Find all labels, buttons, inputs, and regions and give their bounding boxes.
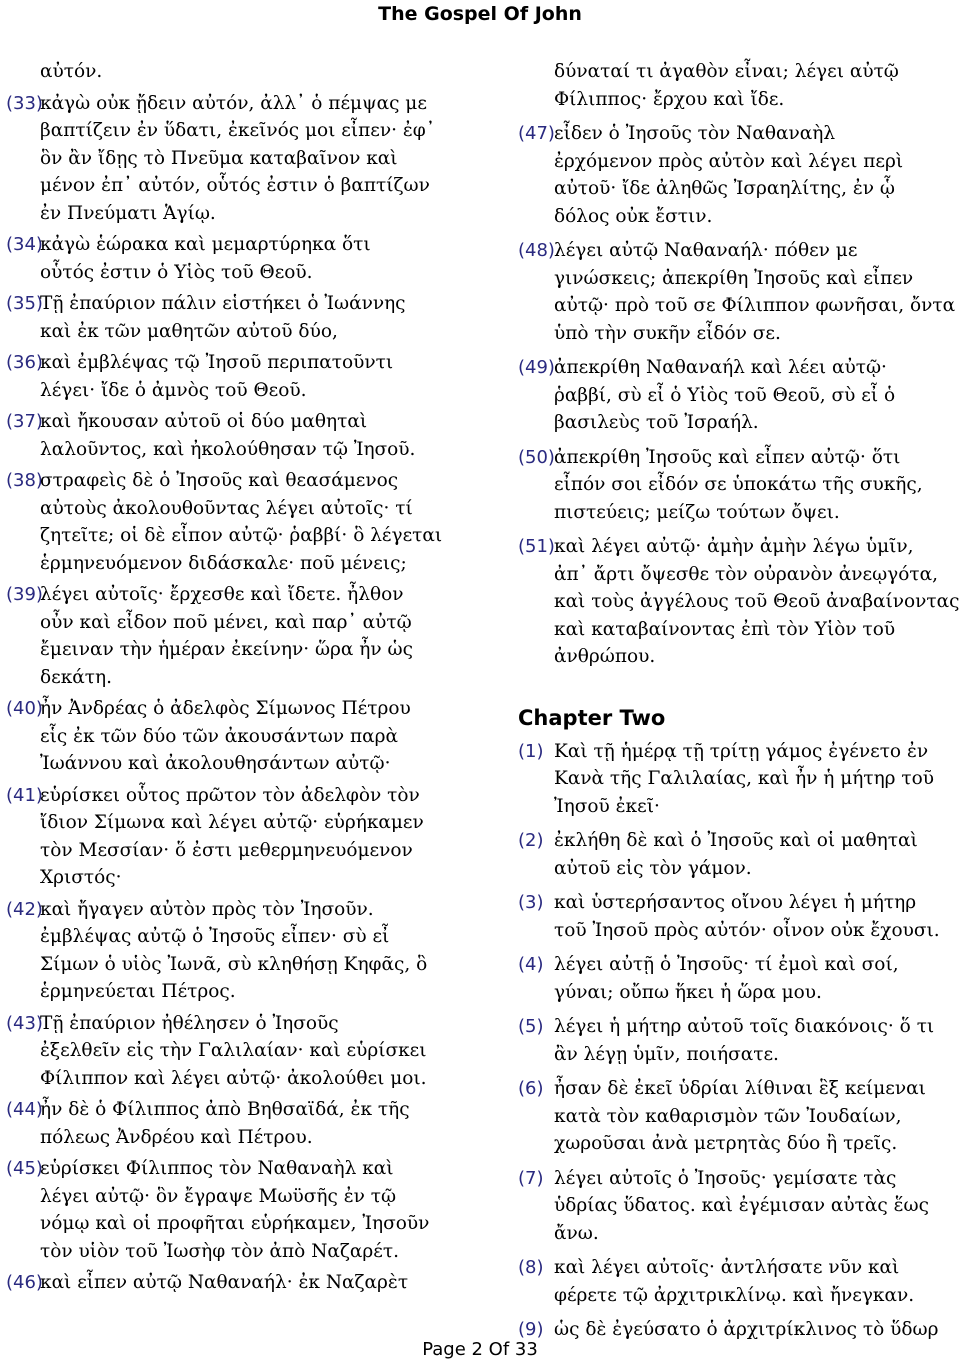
verse-line: γύναι; οὔπω ἥκει ἡ ὥρα μου. [554,981,822,1003]
verse [6,1096,476,1151]
verse-text [40,581,476,691]
verse [6,896,476,1006]
verse-number: (5) [518,1016,544,1037]
verse-text [40,896,476,1006]
verse-line: κατὰ τὸν καθαρισμὸν τῶν Ἰουδαίων, [554,1105,902,1127]
verse-line: λαλοῦντος, καὶ ἠκολούθησαν τῷ Ἰησοῦ. [40,438,416,460]
continuation-text [554,58,960,113]
verse [6,467,476,577]
verse-line: εἶδεν ὁ Ἰησοῦς τὸν Ναθαναὴλ [554,123,836,144]
right-column [518,58,960,1344]
verse [6,349,476,404]
left-verse-list [6,90,476,1297]
verse [6,782,476,892]
verse-text [554,120,960,230]
verse-number: (40) [6,698,43,719]
verse-text [40,1155,476,1265]
verse [518,827,960,882]
verse-line: ἑρμηνεύεται Πέτρος. [40,981,236,1002]
verse-number: (43) [6,1012,43,1034]
verse-line: λέγει ἡ μήτηρ αὐτοῦ τοῖς διακόνοις· ὅ τι [554,1016,935,1037]
verse-line: ἐξελθεῖν εἰς τὴν Γαλιλαίαν· καὶ εὑρίσκει [40,1040,427,1061]
verse-line: Τῇ ἐπαύριον πάλιν εἱστήκει ὁ Ἰωάννης [40,293,406,314]
verse-line: ἀνθρώπου. [554,646,656,667]
verse-line: ἦσαν δὲ ἐκεῖ ὑδρίαι λίθιναι ἓξ κείμεναι [554,1078,926,1099]
page-number: Page 2 Of 33 [422,1339,538,1360]
verse-line: ἔμειναν τὴν ἡμέραν ἐκείνην· ὥρα ἦν ὡς [40,639,413,660]
verse-number: (47) [518,123,555,144]
verse-text [554,827,960,882]
verse-line: καὶ ἤκουσαν αὐτοῦ οἱ δύο μαθηταὶ [40,411,368,432]
verse-line: λέγει αὐτοῖς ὁ Ἰησοῦς· γεμίσατε τὰς [554,1167,897,1189]
verse-text [40,90,476,228]
verse-line: ὑδρίας ὕδατος. καὶ ἐγέμισαν αὐτὰς ἕως [554,1195,929,1216]
verse-line: καὶ τοὺς ἀγγέλους τοῦ Θεοῦ ἀναβαίνοντας [554,591,960,612]
verse-number: (42) [6,898,43,920]
verse-number: (50) [518,446,555,468]
verse-line: Τῇ ἐπαύριον ἠθέλησεν ὁ Ἰησοῦς [40,1012,339,1034]
verse [6,1155,476,1265]
verse-text [40,290,476,345]
continuation-text: αὐτόν. [40,61,103,82]
verse-line: λέγει αὐτῷ Ναθαναήλ· πόθεν με [554,240,858,261]
verse-line: Καὶ τῇ ἡμέρᾳ τῇ τρίτῃ γάμος ἐγένετο ἐν [554,740,929,762]
verse-text [554,444,960,527]
verse-line: βασιλεὺς τοῦ Ἰσραήλ. [554,412,759,433]
verse-line: λέγει αὐτῇ ὁ Ἰησοῦς· τί ἐμοὶ καὶ σοί, [554,954,899,975]
verse-number: (1) [518,740,544,762]
verse-text [554,1075,960,1158]
verse-line: οὗτός ἐστιν ὁ Υἱὸς τοῦ Θεοῦ. [40,261,313,283]
verse-line: γινώσκεις; ἀπεκρίθη Ἰησοῦς καὶ εἶπεν [554,267,914,289]
verse-number: (37) [6,411,43,432]
verse-number: (7) [518,1167,544,1189]
verse-line: αὐτοὺς ἀκολουθοῦντας λέγει αὐτοῖς· τί [40,497,413,519]
verse-line: ὃν ἂν ἴδῃς τὸ Πνεῦμα καταβαῖνον καὶ [40,147,398,169]
verse [518,889,960,944]
verse-text [554,738,960,821]
verse-number: (34) [6,234,43,255]
verse-line: Κανὰ τῆς Γαλιλαίας, καὶ ἦν ἡ μήτηρ τοῦ [554,768,935,789]
verse-line: λέγει· ἴδε ὁ ἀμνὸς τοῦ Θεοῦ. [40,379,307,401]
verse-line: οὖν καὶ εἶδον ποῦ μένει, καὶ παρ᾽ αὐτῷ [40,611,412,633]
verse-line: τοῦ Ἰησοῦ πρὸς αὐτόν· οἶνον οὐκ ἔχουσι. [554,919,940,941]
verse-text [40,349,476,404]
verse-number: (6) [518,1078,544,1099]
right-verse-list-chapter-two [518,738,960,1344]
verse-number: (9) [518,1319,544,1340]
verse-text [40,1269,476,1297]
verse-line: πιστεύεις; μείζω τούτων ὄψει. [554,501,840,523]
verse [6,1010,476,1093]
verse-line: Χριστός· [40,867,122,888]
verse-line: εὑρίσκει οὗτος πρῶτον τὸν ἀδελφὸν τὸν [40,784,420,806]
verse-line: πόλεως Ἀνδρέου καὶ Πέτρου. [40,1126,313,1148]
verse-line: στραφεὶς δὲ ὁ Ἰησοῦς καὶ θεασάμενος [40,470,399,491]
verse-number: (49) [518,357,555,378]
continuation-line: Φίλιππος· ἔρχου καὶ ἴδε. [554,88,785,110]
verse-line: ῥαββί, σὺ εἶ ὁ Υἱὸς τοῦ Θεοῦ, σὺ εἶ ὁ [554,384,896,406]
verse-line: νόμῳ καὶ οἱ προφῆται εὑρήκαμεν, Ἰησοῦν [40,1213,430,1234]
verse-number: (33) [6,92,43,114]
verse-line: φέρετε τῷ ἀρχιτρικλίνῳ. καὶ ἤνεγκαν. [554,1284,915,1306]
verse-line: τὸν Μεσσίαν· ὅ ἐστι μεθερμηνευόμενον [40,839,413,861]
verse-line: λέγει αὐτῷ· ὃν ἔγραψε Μωϋσῆς ἐν τῷ [40,1185,397,1207]
verse [6,90,476,228]
verse-line: ἴδιον Σίμωνα καὶ λέγει αὐτῷ· εὑρήκαμεν [40,812,424,833]
verse-text [554,354,960,437]
verse-number: (39) [6,584,43,605]
verse [518,444,960,527]
verse-line: δόλος οὐκ ἔστιν. [554,205,713,227]
verse-line: ἐν Πνεύματι Ἁγίῳ. [40,202,216,224]
verse-line: ἦν δὲ ὁ Φίλιππος ἀπὸ Βηθσαϊδά, ἐκ τῆς [40,1099,410,1120]
verse-text [554,533,960,671]
verse-line: ἐμβλέψας αὐτῷ ὁ Ἰησοῦς εἶπεν· σὺ εἶ [40,926,390,947]
verse-line: καὶ λέγει αὐτοῖς· ἀντλήσατε νῦν καὶ [554,1257,900,1278]
verse-text [554,889,960,944]
left-column [6,58,476,1297]
verse [6,290,476,345]
verse-number: (45) [6,1158,43,1179]
verse-number: (41) [6,784,43,806]
verse-line: δεκάτη. [40,666,112,688]
verse-number: (3) [518,892,544,913]
verse-line: εἶπόν σοι εἶδόν σε ὑποκάτω τῆς συκῆς, [554,474,923,495]
verse-number: (36) [6,352,43,373]
verse-line: εἷς ἐκ τῶν δύο τῶν ἀκουσάντων παρὰ [40,725,399,747]
verse-line: κἀγὼ οὐκ ᾔδειν αὐτόν, ἀλλ᾽ ὁ πέμψας με [40,92,427,114]
verse-text [40,1010,476,1093]
verse-text [554,237,960,347]
verse-text [40,408,476,463]
verse-line: χωροῦσαι ἀνὰ μετρητὰς δύο ἢ τρεῖς. [554,1133,898,1154]
verse-line: ἀπεκρίθη Ναθαναήλ καὶ λέει αὐτῷ· [554,357,887,378]
verse-text [40,695,476,778]
verse [518,1013,960,1068]
verse [518,533,960,671]
verse-line: ἐρχόμενον πρὸς αὐτὸν καὶ λέγει περὶ [554,150,904,172]
verse-text [40,782,476,892]
verse-line: ἦν Ἀνδρέας ὁ ἀδελφὸς Σίμωνος Πέτρου [40,698,411,719]
verse [518,951,960,1006]
verse-line: ἀπ᾽ ἄρτι ὄψεσθε τὸν οὐρανὸν ἀνεῳγότα, [554,563,938,585]
verse [518,237,960,347]
verse-line: αὐτοῦ εἰς τὸν γάμον. [554,857,752,879]
verse-text [40,231,476,286]
verse-line: ἂν λέγῃ ὑμῖν, ποιήσατε. [554,1043,779,1065]
verse-line: ὑπὸ τὴν συκῆν εἶδόν σε. [554,322,781,344]
verse-line: βαπτίζειν ἐν ὕδατι, ἐκεῖνός μοι εἶπεν· ἐφ᾽ [40,120,435,141]
verse [518,738,960,821]
chapter-heading: Chapter Two [518,705,666,730]
verse-line: Ἰωάννου καὶ ἀκολουθησάντων αὐτῷ· [40,753,391,774]
verse-line: ζητεῖτε; οἱ δὲ εἶπον αὐτῷ· ῥαββί· ὃ λέγεται [40,525,443,546]
verse-line: ὡς δὲ ἐγεύσατο ὁ ἀρχιτρίκλινος τὸ ὕδωρ [554,1319,939,1340]
verse-number: (2) [518,830,544,851]
document-header: The Gospel Of John [378,3,582,25]
verse-line: καὶ καταβαίνοντας ἐπὶ τὸν Υἱὸν τοῦ [554,618,896,640]
verse-number: (8) [518,1257,544,1278]
verse-number: (46) [6,1272,43,1293]
verse-line: καὶ ἐκ τῶν μαθητῶν αὐτοῦ δύο, [40,320,338,342]
verse-number: (4) [518,954,544,975]
verse-number: (35) [6,293,43,314]
verse-line: ἑρμηνευόμενον διδάσκαλε· ποῦ μένεις; [40,552,407,574]
continuation-line: δύναταί τι ἀγαθὸν εἶναι; λέγει αὐτῷ [554,61,899,82]
verse-line: τὸν υἱὸν τοῦ Ἰωσὴφ τὸν ἀπὸ Ναζαρέτ. [40,1240,399,1262]
verse-line: ἐκλήθη δὲ καὶ ὁ Ἰησοῦς καὶ οἱ μαθηταὶ [554,830,918,851]
verse-line: αὐτῷ· πρὸ τοῦ σε Φίλιππον φωνῆσαι, ὄντα [554,295,956,316]
verse-text [554,1013,960,1068]
verse-line: λέγει αὐτοῖς· ἔρχεσθε καὶ ἴδετε. ἦλθον [40,584,404,605]
verse [518,1165,960,1248]
verse-number: (38) [6,470,43,491]
verse [518,1075,960,1158]
verse-line: ἄνω. [554,1222,599,1244]
verse [6,695,476,778]
verse-line: καὶ λέγει αὐτῷ· ἀμὴν ἀμὴν λέγω ὑμῖν, [554,536,914,557]
verse-line: καὶ ἐμβλέψας τῷ Ἰησοῦ περιπατοῦντι [40,352,394,373]
verse-text [554,1165,960,1248]
verse-number: (48) [518,240,555,261]
verse-line: Σίμων ὁ υἱὸς Ἰωνᾶ, σὺ κληθήσῃ Κηφᾶς, ὃ [40,953,428,975]
verse [518,1254,960,1309]
verse-line: εὑρίσκει Φίλιππος τὸν Ναθαναὴλ καὶ [40,1158,394,1179]
verse-line: καὶ ὑστερήσαντος οἴνου λέγει ἡ μήτηρ [554,892,917,913]
right-verse-list-chapter-one [518,120,960,671]
verse [6,581,476,691]
verse-line: μένον ἐπ᾽ αὐτόν, οὗτός ἐστιν ὁ βαπτίζων [40,175,430,196]
verse-line: αὐτοῦ· ἴδε ἀληθῶς Ἰσραηλίτης, ἐν ᾧ [554,178,896,199]
verse [6,231,476,286]
verse-number: (51) [518,536,555,557]
verse-line: καὶ εἶπεν αὐτῷ Ναθαναήλ· ἐκ Ναζαρὲτ [40,1272,409,1293]
verse-line: Ἰησοῦ ἐκεῖ· [554,795,660,817]
verse-line: ἀπεκρίθη Ἰησοῦς καὶ εἶπεν αὐτῷ· ὅτι [554,446,901,468]
verse [6,1269,476,1297]
verse-number: (44) [6,1099,43,1120]
verse-text [40,467,476,577]
verse [518,120,960,230]
verse-line: κἀγὼ ἑώρακα καὶ μεμαρτύρηκα ὅτι [40,234,371,255]
verse [6,408,476,463]
verse-text [40,1096,476,1151]
verse-text [554,1254,960,1309]
verse [518,354,960,437]
verse-text [554,951,960,1006]
verse-line: καὶ ἤγαγεν αὐτὸν πρὸς τὸν Ἰησοῦν. [40,898,374,920]
verse-line: Φίλιππον καὶ λέγει αὐτῷ· ἀκολούθει μοι. [40,1067,427,1089]
